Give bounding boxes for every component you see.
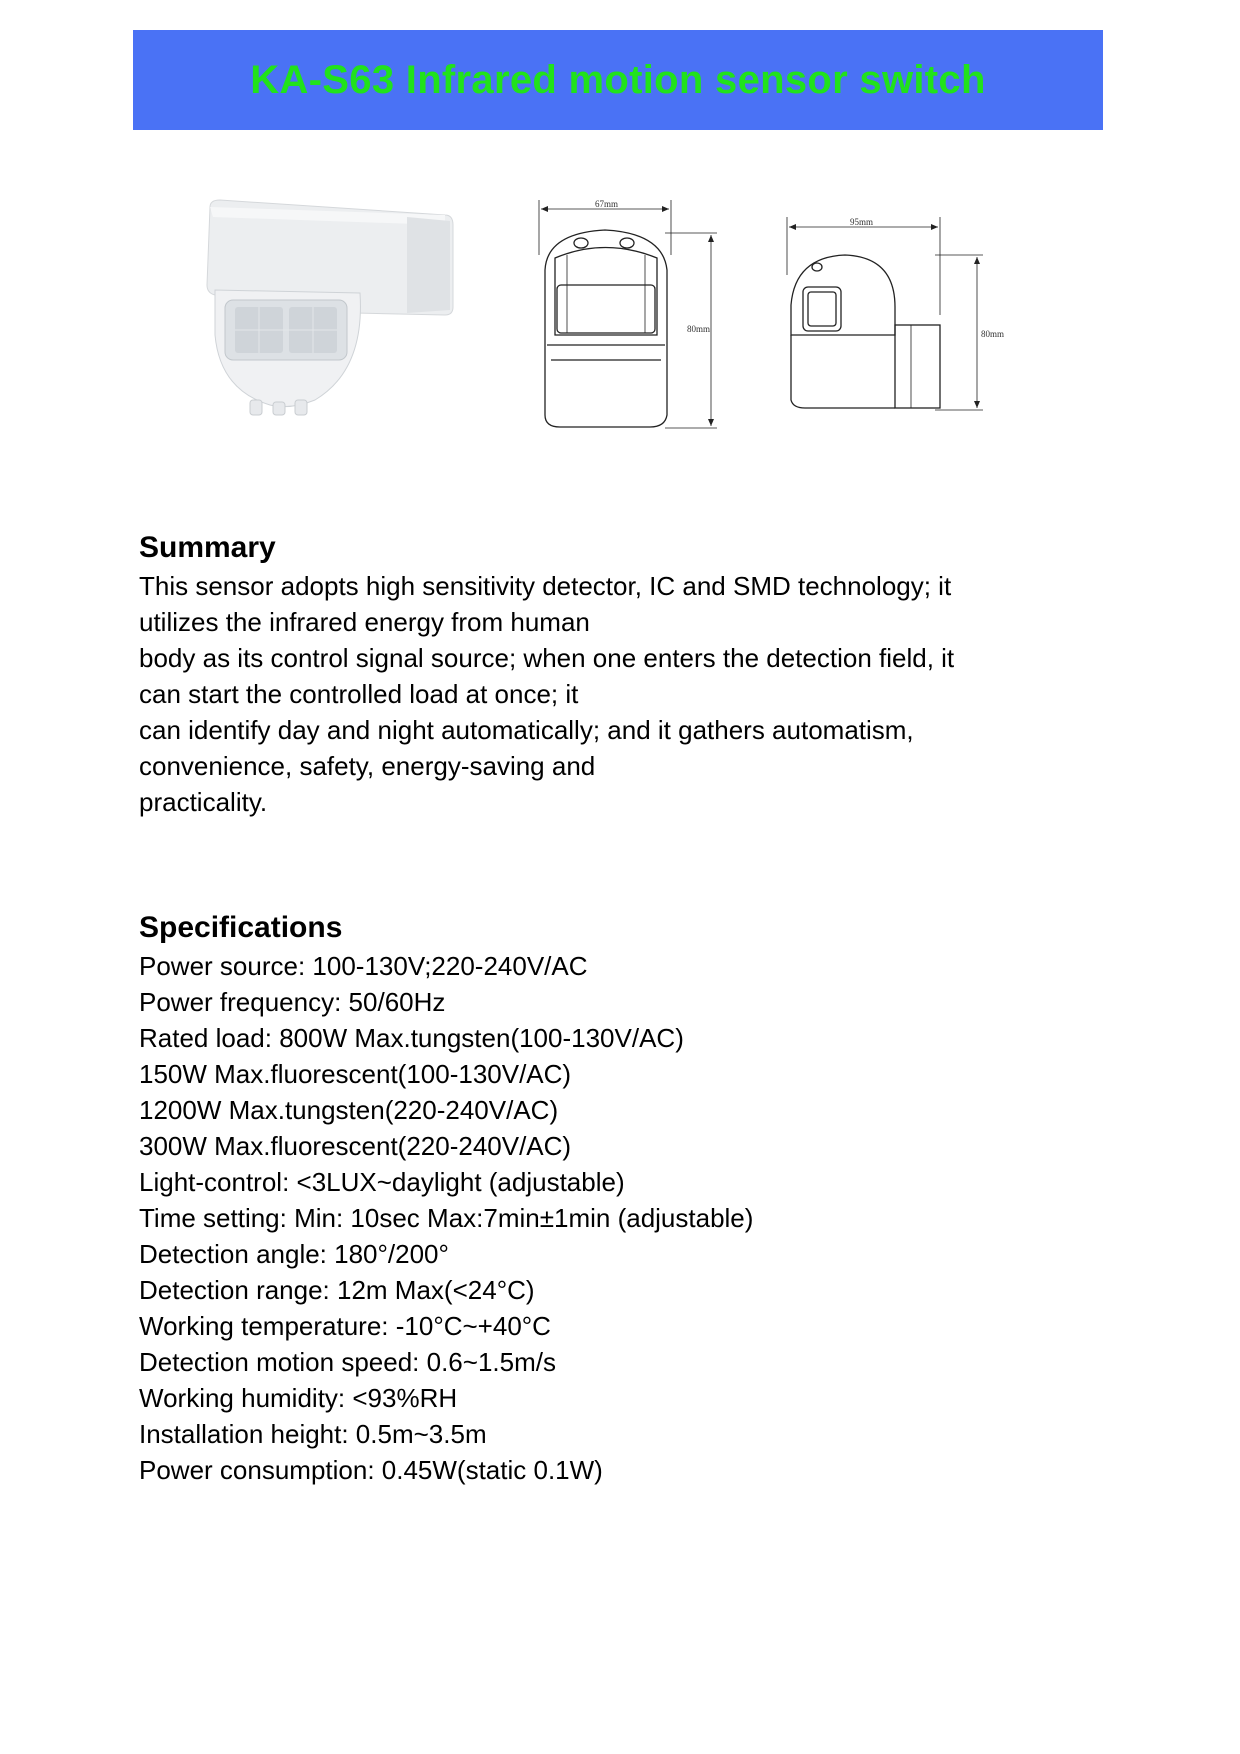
spec-line: Time setting: Min: 10sec Max:7min±1min (adjustable) bbox=[139, 1203, 754, 1233]
side-view-drawing bbox=[787, 217, 983, 410]
specifications-section bbox=[139, 910, 1099, 1488]
summary-line: utilizes the infrared energy from human bbox=[139, 607, 590, 637]
summary-section bbox=[139, 530, 1099, 820]
summary-line: body as its control signal source; when one enters the detection field, it bbox=[139, 643, 955, 673]
spec-line: 300W Max.fluorescent(220-240V/AC) bbox=[139, 1131, 572, 1161]
summary-heading: Summary bbox=[139, 531, 276, 564]
spec-line: Detection range: 12m Max(<24°C) bbox=[139, 1275, 535, 1305]
side-height-label: 80mm bbox=[981, 329, 1005, 339]
title-banner bbox=[133, 30, 1103, 130]
product-figures bbox=[195, 195, 1015, 445]
spec-line: Rated load: 800W Max.tungsten(100-130V/AC) bbox=[139, 1023, 684, 1053]
spec-line: Working humidity: <93%RH bbox=[139, 1383, 458, 1413]
spec-line: Power consumption: 0.45W(static 0.1W) bbox=[139, 1455, 603, 1485]
spec-line: Detection angle: 180°/200° bbox=[139, 1239, 449, 1269]
side-width-label: 95mm bbox=[850, 217, 874, 227]
summary-line: practicality. bbox=[139, 787, 268, 817]
spec-line: Working temperature: -10°C~+40°C bbox=[139, 1311, 551, 1341]
spec-line: Light-control: <3LUX~daylight (adjustable) bbox=[139, 1167, 625, 1197]
front-width-label: 67mm bbox=[595, 199, 619, 209]
spec-line: Detection motion speed: 0.6~1.5m/s bbox=[139, 1347, 556, 1377]
spec-line: Installation height: 0.5m~3.5m bbox=[139, 1419, 487, 1449]
spec-line: Power frequency: 50/60Hz bbox=[139, 987, 446, 1017]
front-view-drawing bbox=[539, 200, 717, 428]
front-height-label: 80mm bbox=[687, 324, 711, 334]
product-photo bbox=[195, 195, 453, 425]
specifications-heading: Specifications bbox=[139, 911, 343, 944]
summary-line: can start the controlled load at once; it bbox=[139, 679, 579, 709]
summary-line: This sensor adopts high sensitivity detector, IC and SMD technology; it bbox=[139, 571, 952, 601]
summary-line: can identify day and night automatically; and it gathers automatism, bbox=[139, 715, 914, 745]
summary-line: convenience, safety, energy-saving and bbox=[139, 751, 596, 781]
spec-line: Power source: 100-130V;220-240V/AC bbox=[139, 951, 588, 981]
page-title: KA-S63 Infrared motion sensor switch bbox=[250, 57, 986, 102]
product-figures-svg bbox=[195, 195, 1015, 445]
spec-line: 150W Max.fluorescent(100-130V/AC) bbox=[139, 1059, 572, 1089]
spec-line: 1200W Max.tungsten(220-240V/AC) bbox=[139, 1095, 559, 1125]
